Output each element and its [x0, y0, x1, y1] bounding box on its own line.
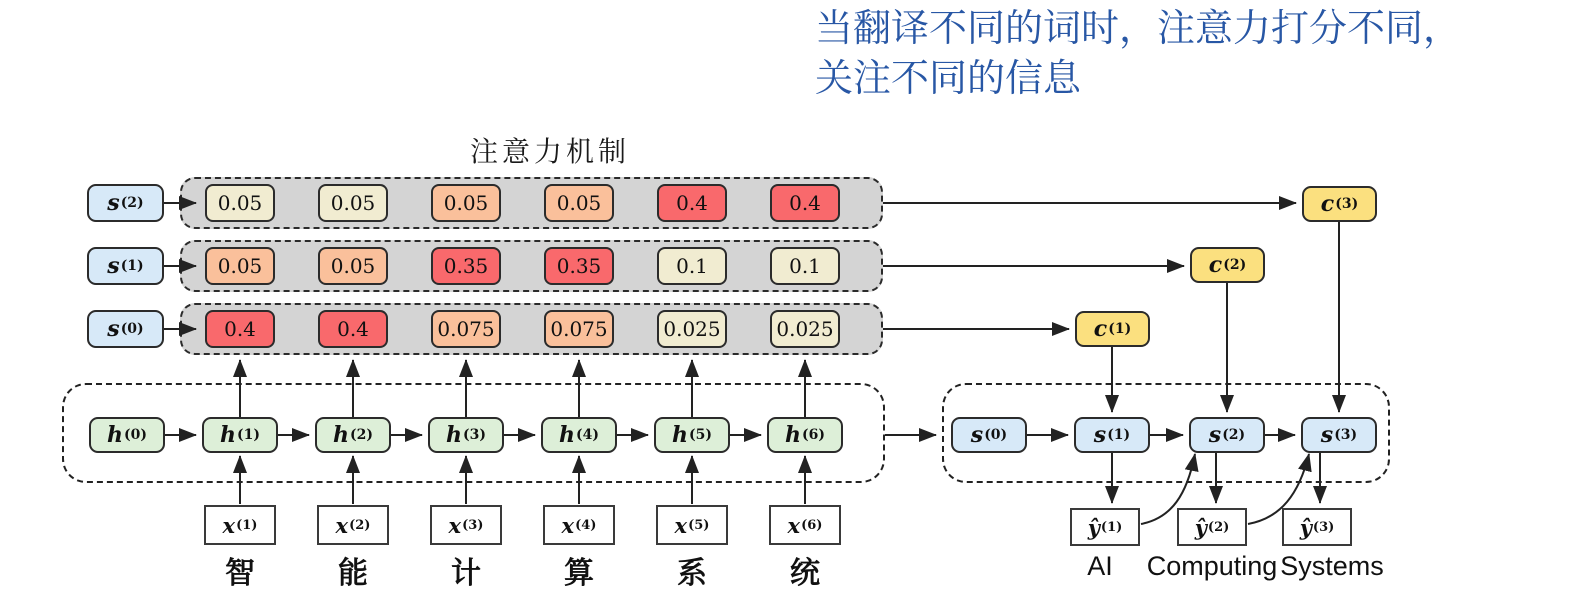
- attention-score-cell: 0.05: [544, 184, 614, 222]
- attention-score-cell: 0.05: [318, 184, 388, 222]
- math-base: h: [220, 422, 236, 448]
- math-sup: (1): [120, 258, 144, 274]
- attention-query-label-s2: [87, 184, 164, 222]
- math-sup: (1): [236, 517, 258, 533]
- slide-title: [815, 4, 1585, 104]
- target-word: Systems: [1280, 551, 1384, 581]
- encoder-state-h6: [767, 417, 843, 453]
- math-base: s: [1208, 422, 1222, 448]
- math-base: s: [1093, 422, 1107, 448]
- math-base: h: [785, 422, 801, 448]
- attention-score-cell: 0.05: [431, 184, 501, 222]
- math-base: ŷ: [1087, 514, 1100, 540]
- output-y3: [1282, 508, 1352, 546]
- math-base: h: [107, 422, 123, 448]
- source-word: 系: [677, 557, 707, 590]
- source-word: 计: [451, 557, 481, 590]
- math-base: c: [1208, 252, 1223, 278]
- math-sup: (3): [1335, 196, 1359, 212]
- math-sup: (2): [349, 517, 371, 533]
- encoder-state-h0: [89, 417, 165, 453]
- math-base: h: [672, 422, 688, 448]
- math-base: ŷ: [1194, 514, 1207, 540]
- encoder-state-h3: [428, 417, 504, 453]
- encoder-state-h4: [541, 417, 617, 453]
- math-base: s: [107, 190, 120, 216]
- attention-score-cell: 0.1: [657, 247, 727, 285]
- encoder-state-h5: [654, 417, 730, 453]
- context-vector-c3: [1302, 186, 1377, 222]
- attention-score-cell: 0.025: [770, 310, 840, 348]
- math-sup: (3): [463, 427, 486, 443]
- context-vector-c1: [1075, 311, 1150, 347]
- attention-mechanism-label: 注意力机制: [469, 136, 630, 167]
- attention-score-cell: 0.075: [431, 310, 501, 348]
- attention-query-label-s0: [87, 310, 164, 348]
- math-sup: (2): [1223, 257, 1247, 273]
- attention-score-cell: 0.075: [544, 310, 614, 348]
- math-sup: (6): [801, 517, 823, 533]
- math-base: c: [1320, 191, 1335, 217]
- math-sup: (2): [1222, 427, 1246, 443]
- math-base: x: [222, 512, 236, 538]
- source-word: 能: [338, 557, 368, 590]
- output-y2: [1177, 508, 1247, 546]
- attention-score-cell: 0.35: [544, 247, 614, 285]
- math-sup: (3): [1312, 519, 1335, 535]
- decoder-state-s0: [951, 417, 1027, 453]
- encoder-state-h2: [315, 417, 391, 453]
- math-sup: (6): [802, 427, 825, 443]
- math-sup: (0): [124, 427, 147, 443]
- math-sup: (2): [350, 427, 373, 443]
- math-sup: (5): [689, 427, 712, 443]
- input-x2: [317, 505, 389, 545]
- source-word: 算: [564, 557, 594, 590]
- input-x4: [543, 505, 615, 545]
- math-sup: (3): [1334, 427, 1358, 443]
- decoder-state-s2: [1189, 417, 1265, 453]
- slide-title-line2: 关注不同的信息: [815, 58, 1082, 100]
- math-sup: (3): [462, 517, 484, 533]
- input-x5: [656, 505, 728, 545]
- math-base: s: [970, 422, 984, 448]
- input-x1: [204, 505, 276, 545]
- math-base: x: [787, 512, 801, 538]
- encoder-state-h1: [202, 417, 278, 453]
- math-sup: (4): [576, 427, 599, 443]
- decoder-state-s3: [1301, 417, 1377, 453]
- math-base: x: [335, 512, 349, 538]
- attention-score-cell: 0.05: [205, 247, 275, 285]
- attention-score-cell: 0.4: [770, 184, 840, 222]
- math-sup: (0): [984, 427, 1008, 443]
- context-vector-c2: [1190, 247, 1265, 283]
- math-sup: (1): [1100, 519, 1123, 535]
- math-sup: (2): [1207, 519, 1230, 535]
- math-base: h: [446, 422, 462, 448]
- attention-query-label-s1: [87, 247, 164, 285]
- attention-score-cell: 0.4: [318, 310, 388, 348]
- math-sup: (5): [688, 517, 710, 533]
- math-base: s: [1320, 422, 1334, 448]
- attention-score-cell: 0.4: [205, 310, 275, 348]
- math-base: h: [333, 422, 349, 448]
- math-base: x: [674, 512, 688, 538]
- math-base: h: [559, 422, 575, 448]
- attention-score-cell: 0.35: [431, 247, 501, 285]
- decoder-state-s1: [1074, 417, 1150, 453]
- source-word: 智: [225, 557, 255, 590]
- math-sup: (2): [120, 195, 144, 211]
- attention-score-cell: 0.1: [770, 247, 840, 285]
- slide-title-line1: 当翻译不同的词时，注意力打分不同，: [815, 8, 1462, 50]
- math-base: x: [448, 512, 462, 538]
- attention-score-cell: 0.05: [318, 247, 388, 285]
- input-x6: [769, 505, 841, 545]
- math-base: ŷ: [1299, 514, 1312, 540]
- math-base: c: [1093, 316, 1108, 342]
- math-sup: (1): [1107, 427, 1131, 443]
- math-sup: (0): [120, 321, 144, 337]
- attention-score-cell: 0.025: [657, 310, 727, 348]
- math-sup: (1): [1108, 321, 1132, 337]
- math-sup: (4): [575, 517, 597, 533]
- target-word: AI: [1087, 551, 1113, 581]
- math-base: s: [107, 253, 120, 279]
- source-word: 统: [790, 557, 820, 590]
- attention-score-cell: 0.4: [657, 184, 727, 222]
- math-base: x: [561, 512, 575, 538]
- target-word: Computing: [1146, 551, 1278, 581]
- math-base: s: [107, 316, 120, 342]
- math-sup: (1): [237, 427, 260, 443]
- output-y1: [1070, 508, 1140, 546]
- input-x3: [430, 505, 502, 545]
- attention-score-cell: 0.05: [205, 184, 275, 222]
